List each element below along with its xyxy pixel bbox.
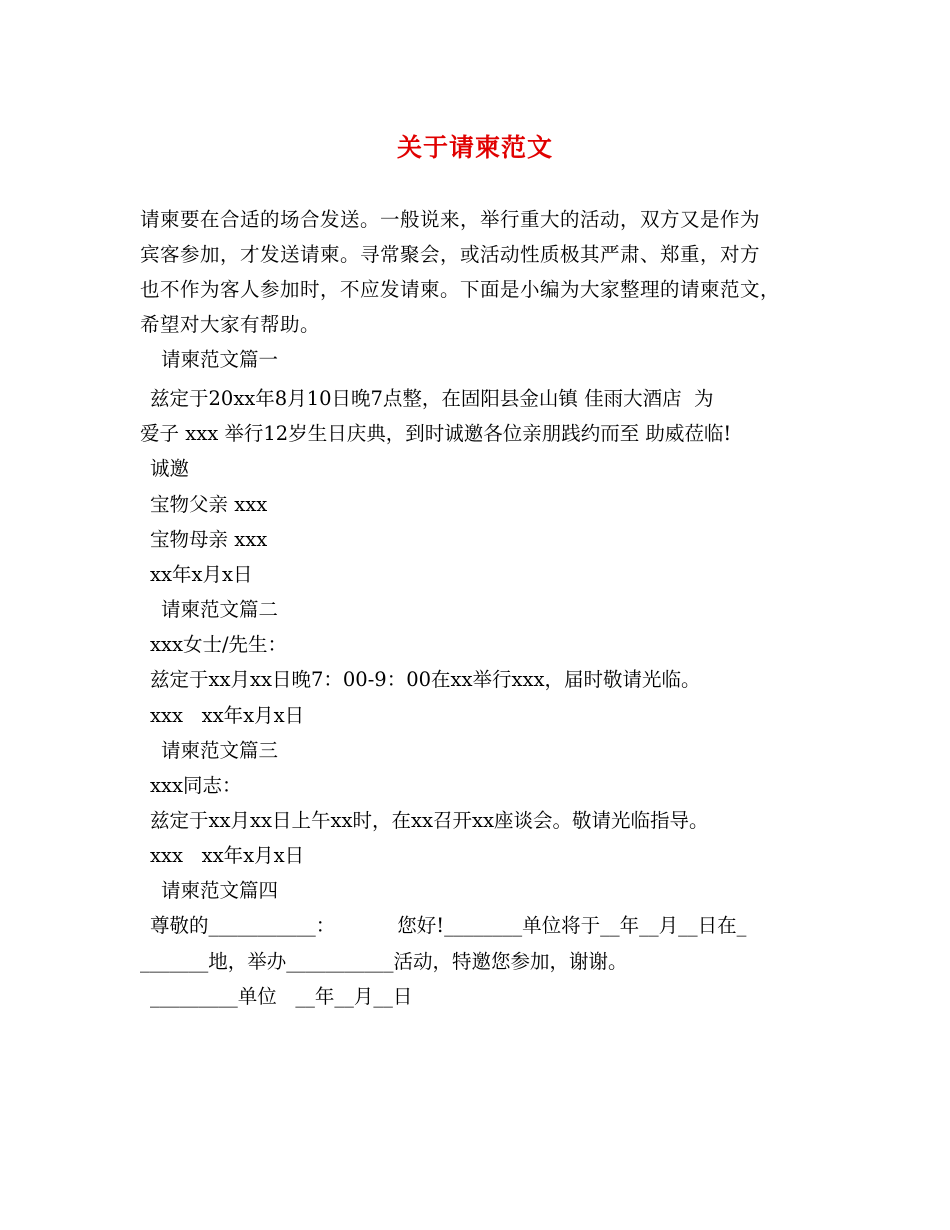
section-two-sign-date: xxx xx年x月x日: [150, 704, 305, 727]
section-two-heading: 请柬范文篇二: [161, 598, 279, 621]
intro-line-3: 也不作为客人参加时，不应发请柬。下面是小编为大家整理的请柬范文，: [140, 278, 781, 301]
section-four-heading: 请柬范文篇四: [161, 879, 279, 902]
section-one-closing: 诚邀: [150, 457, 190, 480]
document-title: 关于请柬范文: [396, 133, 553, 162]
section-two-salutation: xxx女士/先生：: [150, 633, 288, 656]
section-one-heading: 请柬范文篇一: [161, 348, 279, 371]
section-three-salutation: xxx同志：: [150, 774, 242, 797]
section-one-body-line-1: 兹定于20xx年8月10日晚7点整，在固阳县金山镇 佳雨大酒店 为: [150, 387, 714, 410]
intro-line-2: 宾客参加，才发送请柬。寻常聚会，或活动性质极其严肃、郑重，对方: [140, 243, 761, 266]
section-one-date: xx年x月x日: [150, 563, 253, 586]
section-one-body-line-2: 爱子 xxx 举行12岁生日庆典，到时诚邀各位亲朋践约而至 助威莅临!: [140, 422, 732, 445]
section-three-sign-date: xxx xx年x月x日: [150, 844, 305, 867]
section-one-signer-father: 宝物父亲 xxx: [150, 493, 268, 516]
section-one-signer-mother: 宝物母亲 xxx: [150, 528, 268, 551]
section-three-heading: 请柬范文篇三: [161, 739, 279, 762]
section-four-body-line-1: 尊敬的___________： 您好!________单位将于__年__月__日在_: [150, 914, 747, 937]
section-four-body-line-2: _______地，举办___________活动，特邀您参加，谢谢。: [140, 950, 628, 973]
section-three-body: 兹定于xx月xx日上午xx时，在xx召开xx座谈会。敬请光临指导。: [150, 809, 709, 832]
intro-line-4: 希望对大家有帮助。: [140, 313, 321, 336]
intro-line-1: 请柬要在合适的场合发送。一般说来，举行重大的活动，双方又是作为: [140, 208, 761, 231]
section-four-sign-date: _________单位 __年__月__日: [150, 985, 413, 1008]
section-two-body: 兹定于xx月xx日晚7：00-9：00在xx举行xxx，届时敬请光临。: [150, 668, 701, 691]
